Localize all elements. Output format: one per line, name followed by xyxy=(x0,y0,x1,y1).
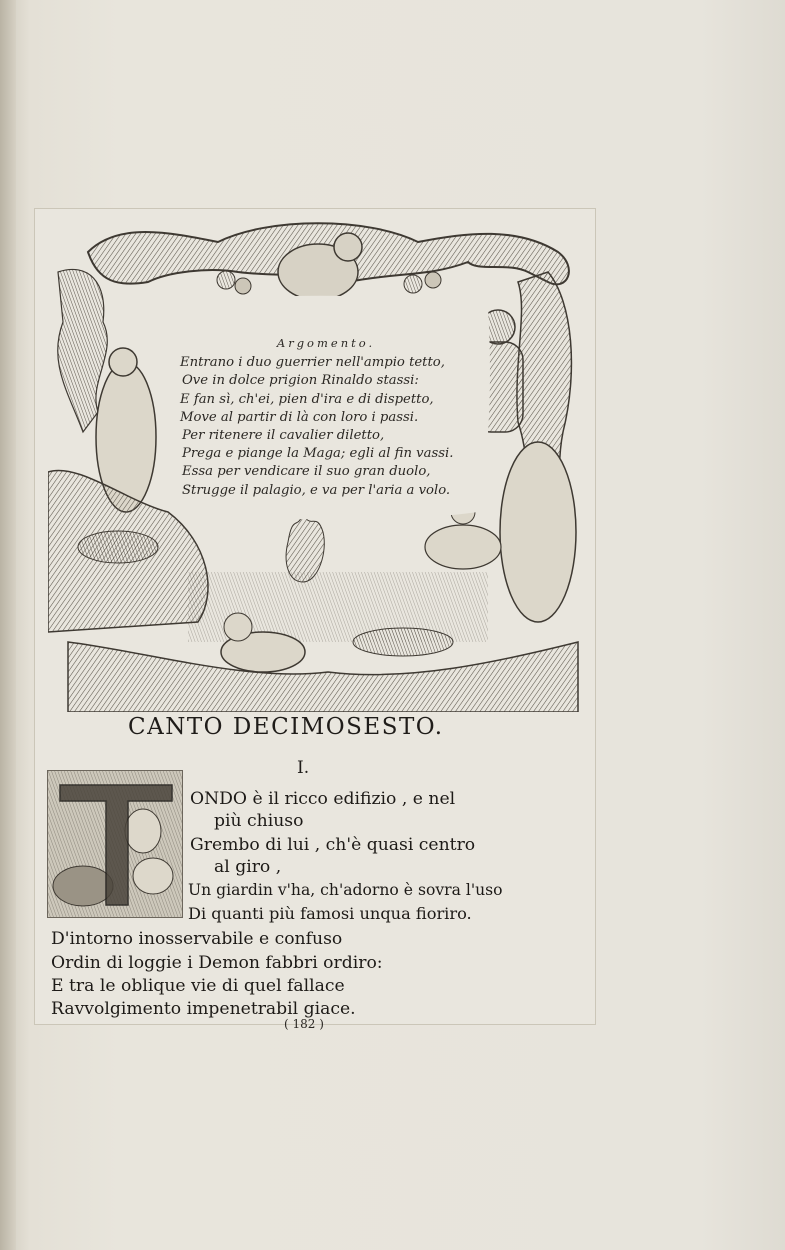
argument-line: Per ritenere il cavalier diletto, xyxy=(182,428,385,444)
argument-line: Essa per vendicare il suo gran duolo, xyxy=(182,464,431,480)
verse-line-4: Di quanti più famosi unqua fioriro. xyxy=(188,904,472,923)
decorated-initial xyxy=(47,770,183,918)
argument-line: Entrano i duo guerrier nell'ampio tetto, xyxy=(180,355,445,371)
argument-line: E fan sì, ch'ei, pien d'ira e di dispetto, xyxy=(180,391,434,407)
verse-line-8: Ravvolgimento impenetrabil giace. xyxy=(51,999,356,1019)
argument-line: Move al partir di là con loro i passi. xyxy=(180,409,419,425)
stanza-number: I. xyxy=(297,758,310,778)
verse-line-1-cont: più chiuso xyxy=(214,811,304,831)
verse-line-2: Grembo di lui , ch'è quasi centro xyxy=(190,835,476,855)
argument-line: Strugge il palagio, e va per l'aria a volo. xyxy=(182,482,451,498)
verse-line-7: E tra le oblique vie di quel fallace xyxy=(51,976,345,996)
argument-line: Ove in dolce prigion Rinaldo stassi: xyxy=(182,373,419,389)
argument-title: Argomento. xyxy=(276,336,376,350)
canto-title: CANTO DECIMOSESTO. xyxy=(128,714,444,740)
verse-line-6: Ordin di loggie i Demon fabbri ordiro: xyxy=(51,953,383,973)
argument-line: Prega e piange la Maga; egli al fin vassi. xyxy=(182,446,454,462)
verse-line-5: D'intorno inosservabile e confuso xyxy=(51,929,343,949)
verse-line-1: ONDO è il ricco edifizio , e nel xyxy=(190,789,456,809)
folio-number: ( 182 ) xyxy=(284,1017,324,1031)
verse-line-3: Un giardin v'ha, ch'adorno è sovra l'uso xyxy=(188,881,503,899)
argument-box xyxy=(176,334,476,500)
verse-line-2-cont: al giro , xyxy=(214,857,282,877)
page-gutter xyxy=(0,0,16,1250)
